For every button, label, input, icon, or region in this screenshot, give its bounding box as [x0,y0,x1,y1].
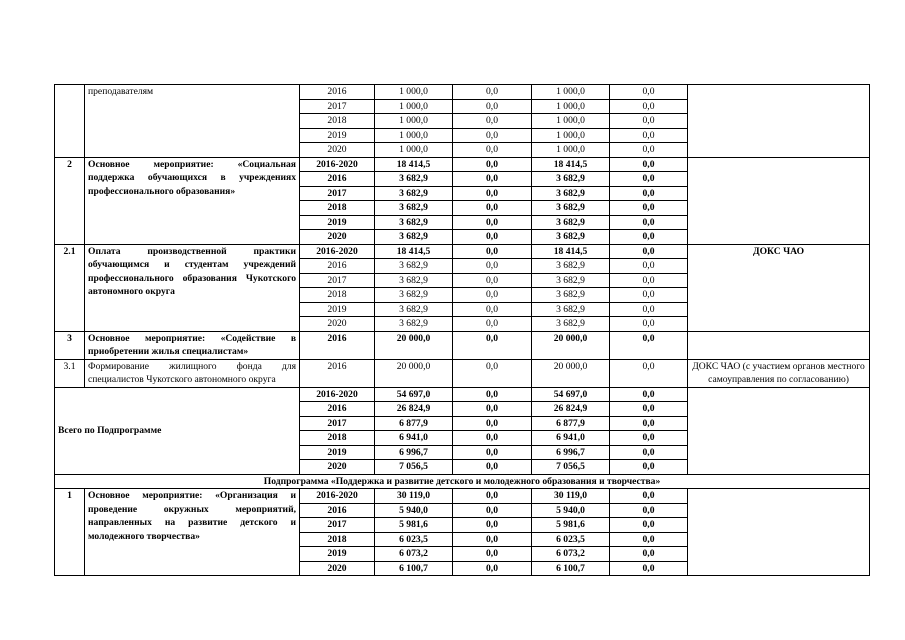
year-cell: 2016-2020 [300,489,375,504]
other-cell: 0,0 [610,128,688,143]
federal-cell: 0,0 [453,460,532,475]
federal-cell: 0,0 [453,143,532,158]
regional-cell: 3 682,9 [532,317,610,332]
federal-cell: 0,0 [453,99,532,114]
other-cell: 0,0 [610,431,688,446]
year-cell: 2020 [300,230,375,245]
year-cell: 2018 [300,114,375,129]
table-row [55,85,870,100]
year-cell: 2016 [300,402,375,417]
total-cell: 3 682,9 [375,273,453,288]
regional-cell: 6 996,7 [532,445,610,460]
year-cell: 2017 [300,186,375,201]
federal-cell: 0,0 [453,387,532,402]
year-cell: 2016 [300,359,375,387]
regional-cell: 1 000,0 [532,128,610,143]
year-cell: 2016 [300,259,375,274]
executor-cell: ДОКС ЧАО [688,244,870,331]
total-cell: 7 056,5 [375,460,453,475]
regional-cell: 3 682,9 [532,201,610,216]
other-cell: 0,0 [610,445,688,460]
regional-cell: 54 697,0 [532,387,610,402]
year-cell: 2020 [300,561,375,576]
item-description: Оплата производственной практики обучающимся и студентам учреждений профессионального образования Чукотского автономного округа [85,244,300,331]
regional-cell: 6 941,0 [532,431,610,446]
other-cell: 0,0 [610,402,688,417]
item-number: 2.1 [55,244,85,331]
year-cell: 2020 [300,317,375,332]
other-cell: 0,0 [610,460,688,475]
regional-cell: 5 940,0 [532,503,610,518]
regional-cell: 6 023,5 [532,532,610,547]
total-cell: 3 682,9 [375,259,453,274]
federal-cell: 0,0 [453,201,532,216]
table-row [55,387,870,402]
table-row [55,244,870,259]
other-cell: 0,0 [610,359,688,387]
federal-cell: 0,0 [453,547,532,562]
regional-cell: 20 000,0 [532,331,610,359]
other-cell: 0,0 [610,503,688,518]
total-cell: 3 682,9 [375,317,453,332]
total-cell: 1 000,0 [375,143,453,158]
federal-cell: 0,0 [453,85,532,100]
federal-cell: 0,0 [453,317,532,332]
executor-cell [688,387,870,474]
federal-cell: 0,0 [453,445,532,460]
year-cell: 2016 [300,172,375,187]
federal-cell: 0,0 [453,359,532,387]
total-cell: 1 000,0 [375,85,453,100]
year-cell: 2020 [300,143,375,158]
item-description: Основное мероприятие: «Организация и проведение окружных мероприятий, направленных на развитие детского и молодежного творчества» [85,489,300,576]
total-cell: 6 100,7 [375,561,453,576]
year-cell: 2019 [300,547,375,562]
federal-cell: 0,0 [453,431,532,446]
regional-cell: 3 682,9 [532,273,610,288]
federal-cell: 0,0 [453,172,532,187]
regional-cell: 1 000,0 [532,85,610,100]
item-number: 1 [55,489,85,576]
federal-cell: 0,0 [453,259,532,274]
year-cell: 2018 [300,532,375,547]
total-cell: 6 941,0 [375,431,453,446]
year-cell: 2019 [300,215,375,230]
other-cell: 0,0 [610,331,688,359]
year-cell: 2018 [300,288,375,303]
table-body [55,85,870,576]
subprogram-heading: Подпрограмма «Поддержка и развитие детского и молодежного образования и творчества» [55,474,870,489]
regional-cell: 3 682,9 [532,172,610,187]
total-cell: 6 996,7 [375,445,453,460]
federal-cell: 0,0 [453,157,532,172]
federal-cell: 0,0 [453,416,532,431]
year-cell: 2017 [300,416,375,431]
total-cell: 6 877,9 [375,416,453,431]
federal-cell: 0,0 [453,302,532,317]
other-cell: 0,0 [610,317,688,332]
federal-cell: 0,0 [453,331,532,359]
total-cell: 20 000,0 [375,359,453,387]
federal-cell: 0,0 [453,503,532,518]
total-cell: 5 981,6 [375,518,453,533]
total-cell: 3 682,9 [375,288,453,303]
executor-cell [688,489,870,576]
item-number: 3.1 [55,359,85,387]
year-cell: 2017 [300,518,375,533]
table-row [55,157,870,172]
other-cell: 0,0 [610,273,688,288]
regional-cell: 5 981,6 [532,518,610,533]
federal-cell: 0,0 [453,288,532,303]
year-cell: 2019 [300,128,375,143]
year-cell: 2017 [300,99,375,114]
other-cell: 0,0 [610,416,688,431]
budget-table [54,84,870,576]
executor-cell [688,331,870,359]
regional-cell: 6 877,9 [532,416,610,431]
table-row [55,359,870,387]
total-cell: 3 682,9 [375,302,453,317]
total-cell: 54 697,0 [375,387,453,402]
federal-cell: 0,0 [453,128,532,143]
regional-cell: 1 000,0 [532,143,610,158]
total-cell: 3 682,9 [375,172,453,187]
other-cell: 0,0 [610,157,688,172]
other-cell: 0,0 [610,489,688,504]
federal-cell: 0,0 [453,402,532,417]
total-cell: 18 414,5 [375,157,453,172]
regional-cell: 20 000,0 [532,359,610,387]
other-cell: 0,0 [610,561,688,576]
total-cell: 5 940,0 [375,503,453,518]
total-cell: 30 119,0 [375,489,453,504]
regional-cell: 3 682,9 [532,215,610,230]
other-cell: 0,0 [610,302,688,317]
executor-cell [688,157,870,244]
other-cell: 0,0 [610,172,688,187]
year-cell: 2018 [300,201,375,216]
total-cell: 3 682,9 [375,201,453,216]
item-number [55,85,85,158]
federal-cell: 0,0 [453,532,532,547]
federal-cell: 0,0 [453,244,532,259]
regional-cell: 30 119,0 [532,489,610,504]
year-cell: 2016 [300,85,375,100]
table-row [55,331,870,359]
year-cell: 2016-2020 [300,244,375,259]
item-number: 2 [55,157,85,244]
regional-cell: 3 682,9 [532,302,610,317]
regional-cell: 18 414,5 [532,244,610,259]
regional-cell: 3 682,9 [532,186,610,201]
regional-cell: 3 682,9 [532,230,610,245]
item-description: Формирование жилищного фонда для специалистов Чукотского автономного округа [85,359,300,387]
federal-cell: 0,0 [453,561,532,576]
other-cell: 0,0 [610,201,688,216]
year-cell: 2016 [300,331,375,359]
subprogram-total-label: Всего по Подпрограмме [55,387,300,474]
total-cell: 1 000,0 [375,114,453,129]
total-cell: 26 824,9 [375,402,453,417]
regional-cell: 6 073,2 [532,547,610,562]
total-cell: 3 682,9 [375,186,453,201]
federal-cell: 0,0 [453,518,532,533]
other-cell: 0,0 [610,215,688,230]
regional-cell: 3 682,9 [532,259,610,274]
year-cell: 2019 [300,445,375,460]
regional-cell: 26 824,9 [532,402,610,417]
other-cell: 0,0 [610,186,688,201]
regional-cell: 3 682,9 [532,288,610,303]
other-cell: 0,0 [610,518,688,533]
federal-cell: 0,0 [453,215,532,230]
regional-cell: 1 000,0 [532,114,610,129]
year-cell: 2018 [300,431,375,446]
other-cell: 0,0 [610,259,688,274]
other-cell: 0,0 [610,85,688,100]
year-cell: 2017 [300,273,375,288]
federal-cell: 0,0 [453,273,532,288]
regional-cell: 6 100,7 [532,561,610,576]
total-cell: 6 023,5 [375,532,453,547]
other-cell: 0,0 [610,244,688,259]
executor-cell: ДОКС ЧАО (с участием органов местного самоуправления по согласованию) [688,359,870,387]
other-cell: 0,0 [610,547,688,562]
item-description: преподавателям [85,85,300,158]
item-description: Основное мероприятие: «Содействие в приобретении жилья специалистам» [85,331,300,359]
total-cell: 1 000,0 [375,99,453,114]
regional-cell: 7 056,5 [532,460,610,475]
other-cell: 0,0 [610,99,688,114]
regional-cell: 1 000,0 [532,99,610,114]
year-cell: 2020 [300,460,375,475]
year-cell: 2016-2020 [300,157,375,172]
total-cell: 20 000,0 [375,331,453,359]
table-row [55,489,870,504]
federal-cell: 0,0 [453,489,532,504]
year-cell: 2019 [300,302,375,317]
item-number: 3 [55,331,85,359]
other-cell: 0,0 [610,532,688,547]
total-cell: 18 414,5 [375,244,453,259]
executor-cell [688,85,870,158]
total-cell: 1 000,0 [375,128,453,143]
federal-cell: 0,0 [453,186,532,201]
subprogram-heading-row [55,474,870,489]
total-cell: 3 682,9 [375,230,453,245]
other-cell: 0,0 [610,288,688,303]
total-cell: 3 682,9 [375,215,453,230]
federal-cell: 0,0 [453,114,532,129]
other-cell: 0,0 [610,143,688,158]
other-cell: 0,0 [610,387,688,402]
year-cell: 2016-2020 [300,387,375,402]
item-description: Основное мероприятие: «Социальная поддержка обучающихся в учреждениях профессионального образования» [85,157,300,244]
other-cell: 0,0 [610,230,688,245]
total-cell: 6 073,2 [375,547,453,562]
other-cell: 0,0 [610,114,688,129]
year-cell: 2016 [300,503,375,518]
regional-cell: 18 414,5 [532,157,610,172]
federal-cell: 0,0 [453,230,532,245]
